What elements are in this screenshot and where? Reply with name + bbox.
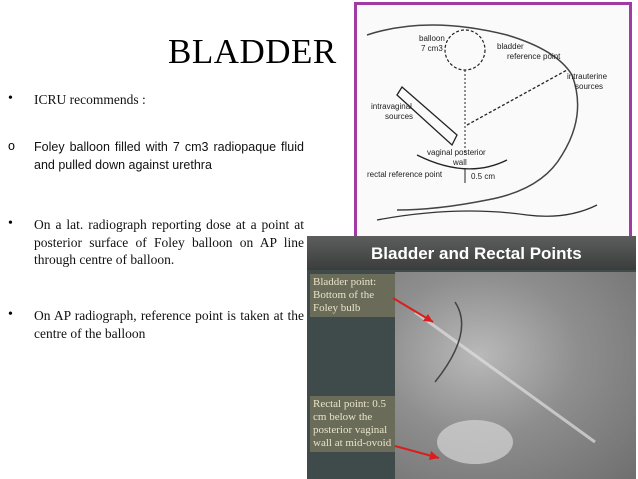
diagram-label: vaginal posterior xyxy=(427,148,486,157)
diagram-label: sources xyxy=(575,82,604,91)
bullet-text: On a lat. radiograph reporting dose at a point at posterior surface of Foley balloon on AP line through centre of balloon. xyxy=(34,217,304,267)
diagram-label: reference point xyxy=(507,52,561,61)
diagram-label: sources xyxy=(385,112,414,121)
diagram-drawing xyxy=(357,5,629,237)
diagram-label: 0.5 cm xyxy=(471,172,496,181)
bullet-text: ICRU recommends : xyxy=(34,92,146,107)
diagram-label: intrauterine xyxy=(567,72,608,81)
diagram-label: intravaginal xyxy=(371,102,412,111)
balloon-shape xyxy=(445,30,485,70)
arrowhead-icon xyxy=(429,451,439,460)
pointer-arrows xyxy=(307,236,636,479)
slide-title: BLADDER xyxy=(168,32,337,71)
bladder-point-label: Bladder point: Bottom of the Foley bulb xyxy=(310,274,395,317)
bullet-marker: • xyxy=(8,216,13,231)
rectum-outline xyxy=(377,205,597,220)
photo-title: Bladder and Rectal Points xyxy=(371,244,582,263)
rectal-point-label: Rectal point: 0.5 cm below the posterior vaginal wall at mid-ovoid xyxy=(310,396,395,452)
diagram-label: bladder xyxy=(497,42,524,51)
intrauterine-line xyxy=(467,70,567,125)
diagram-label: wall xyxy=(453,158,467,167)
bullet-marker: • xyxy=(8,307,13,322)
icru-diagram xyxy=(354,2,632,240)
bullet-text: Foley balloon filled with 7 cm3 radiopaque fluid and pulled down against urethra xyxy=(34,140,304,172)
xray-panel xyxy=(307,236,636,479)
bullet-text: On AP radiograph, reference point is taken at the centre of the balloon xyxy=(34,308,304,341)
diagram-label: rectal reference point xyxy=(367,170,443,179)
diagram-label: 7 cm3 xyxy=(421,44,443,53)
bullet-marker: • xyxy=(8,91,13,106)
diagram-label: balloon xyxy=(419,34,445,43)
bullet-marker: o xyxy=(8,139,15,153)
